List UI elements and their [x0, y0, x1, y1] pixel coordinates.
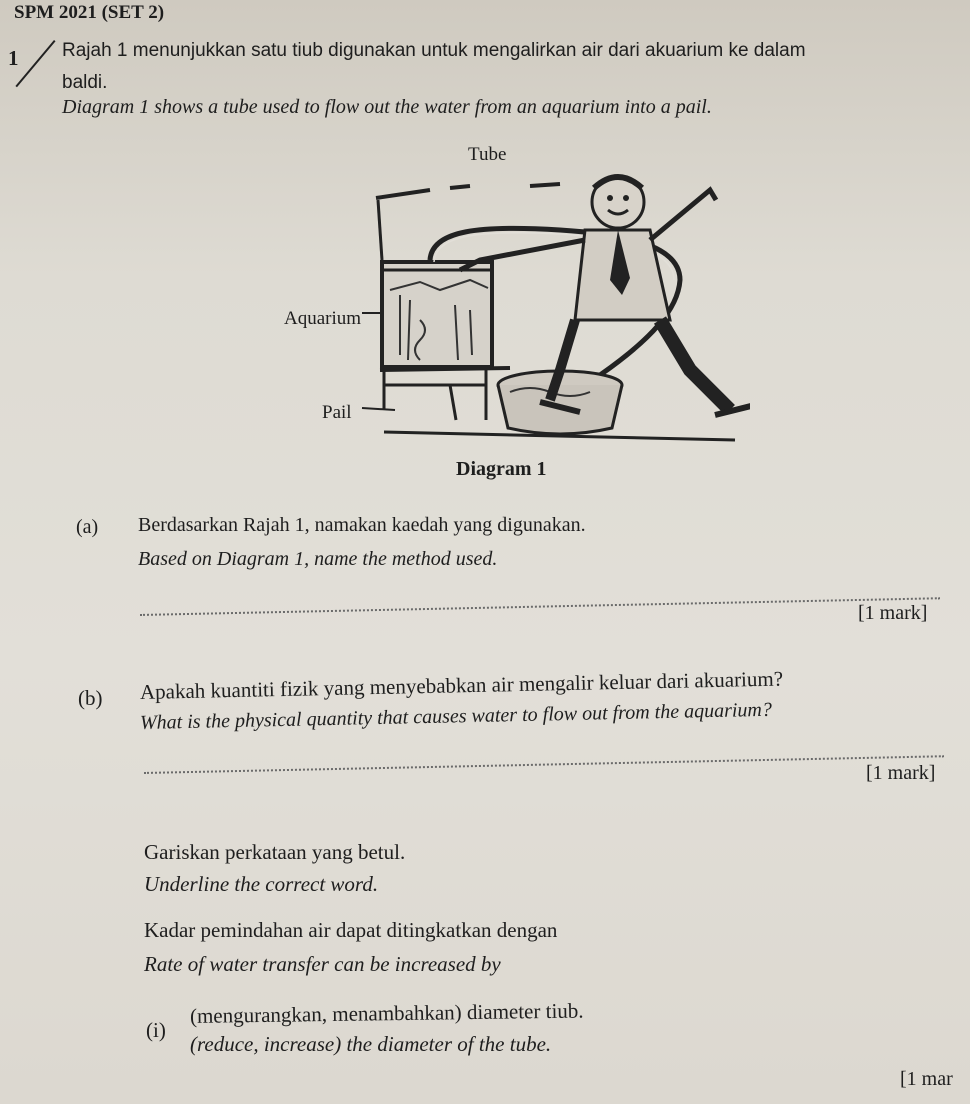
label-tube: Tube	[468, 144, 507, 165]
intro-malay-line1: Rajah 1 menunjukkan satu tiub digunakan untuk mengalirkan air dari akuarium ke dalam	[62, 40, 806, 61]
siphon-illustration	[360, 170, 750, 445]
question-number: 1	[8, 46, 19, 70]
part-i-malay-options[interactable]: (mengurangkan, menambahkan) diameter tiub.	[189, 998, 584, 1028]
intro-english: Diagram 1 shows a tube used to flow out the water from an aquarium into a pail.	[62, 96, 712, 118]
underline-instruction-malay: Gariskan perkataan yang betul.	[144, 840, 406, 864]
underline-instruction-english: Underline the correct word.	[144, 872, 379, 896]
part-i-english-options[interactable]: (reduce, increase) the diameter of the tube.	[190, 1032, 552, 1056]
intro-malay-line2: baldi.	[62, 72, 108, 93]
label-pail: Pail	[322, 402, 352, 423]
part-b-malay: Apakah kuantiti fizik yang menyebabkan air mengalir keluar dari akuarium?	[139, 666, 784, 704]
part-b-english: What is the physical quantity that causes water to flow out from the aquarium?	[139, 698, 773, 734]
exam-title: SPM 2021 (SET 2)	[14, 2, 165, 23]
rate-statement-english: Rate of water transfer can be increased by	[144, 952, 501, 976]
label-aquarium: Aquarium	[284, 308, 362, 329]
part-b-marks: [1 mark]	[866, 762, 936, 784]
part-a-malay: Berdasarkan Rajah 1, namakan kaedah yang digunakan.	[138, 514, 586, 536]
part-a-answer-line[interactable]	[140, 597, 940, 616]
part-i-marker: (i)	[146, 1018, 166, 1042]
part-b-marker: (b)	[78, 686, 103, 710]
part-i-marks: [1 mar	[900, 1068, 953, 1090]
part-a-english: Based on Diagram 1, name the method used.	[138, 548, 498, 570]
part-a-marker: (a)	[76, 516, 99, 538]
diagram-caption: Diagram 1	[456, 458, 547, 480]
part-b-answer-line[interactable]	[144, 755, 944, 774]
tick-mark	[15, 40, 55, 87]
rate-statement-malay: Kadar pemindahan air dapat ditingkatkan dengan	[144, 918, 558, 942]
part-a-marks: [1 mark]	[858, 602, 928, 624]
